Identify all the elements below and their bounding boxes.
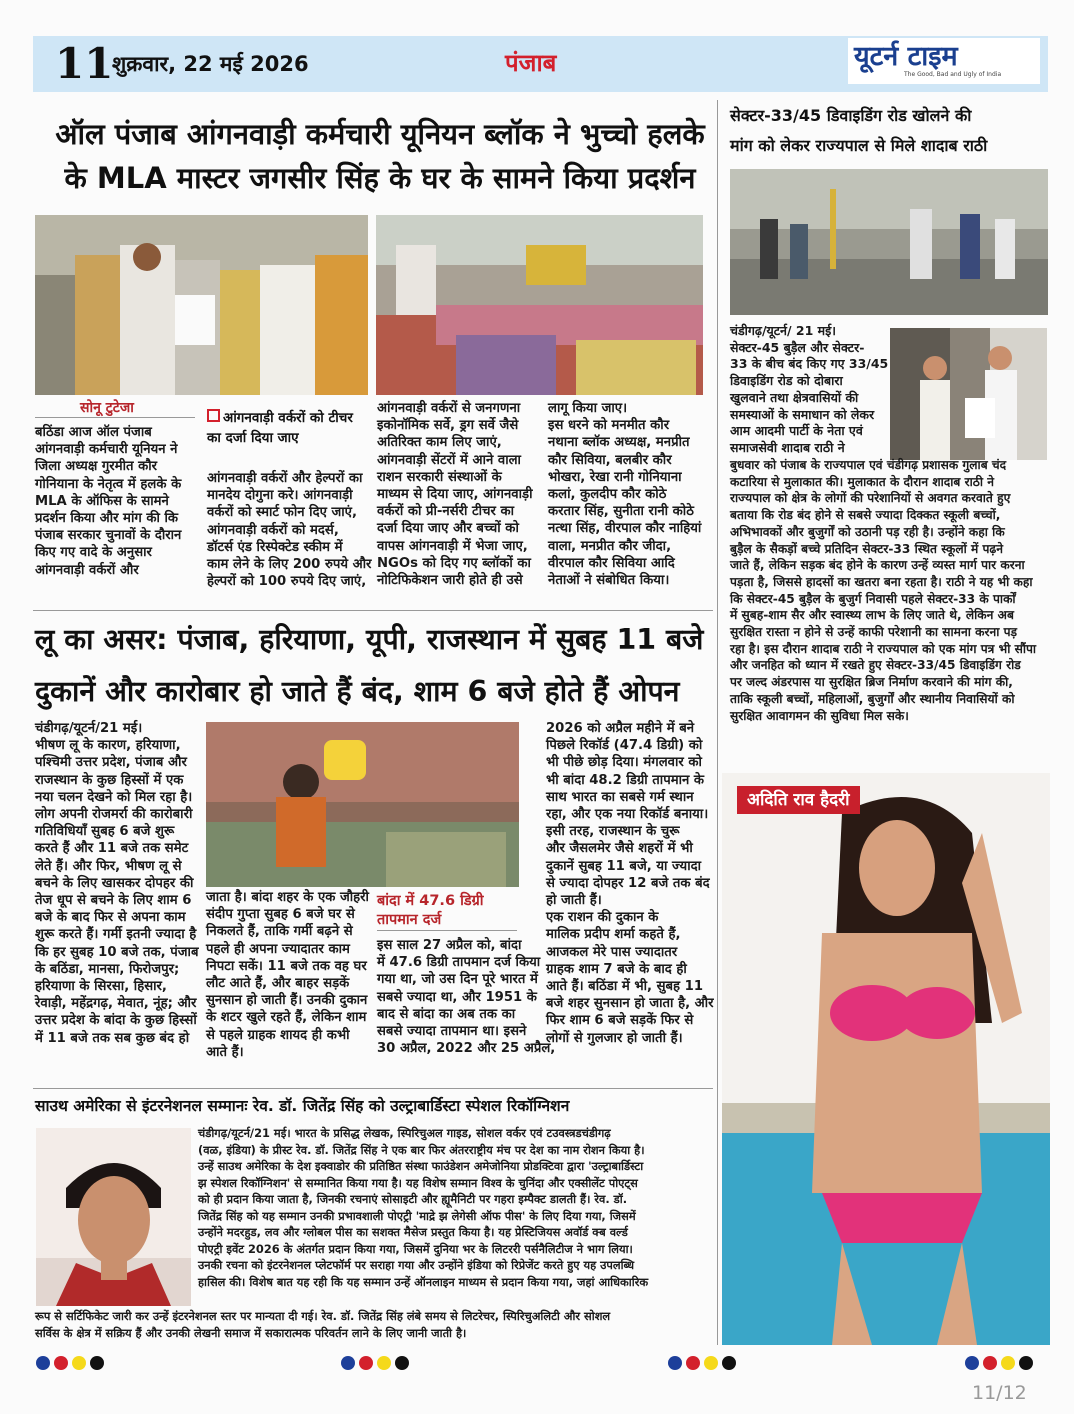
text-line: जितेंद्र सिंह को यह सम्मान उनकी प्रभावशाली पोएट्री 'माद्रे झ लेगेसी ऑफ पीस' के लिए दिया गया, जिसमें: [198, 1208, 636, 1223]
text-line: करते हैं और 11 बजे तक समेट: [35, 841, 189, 857]
story3-headline-line1: लू का असर: पंजाब, हरियाणा, यूपी, राजस्थान में सुबह 11 बजे: [35, 623, 704, 656]
text-line: रेवाड़ी, महेंद्रगढ़, मेवात, नूंह; और: [35, 996, 197, 1012]
story3-column-1: [35, 720, 199, 1047]
text-line: पंजाब सरकार चुनावों के दौरान: [35, 528, 182, 544]
text-line: जिला अध्यक्ष गुरमीत कौर: [35, 459, 158, 475]
text-line: पड़ता है, जिससे हादसों का खतरा बना रहता है। राठी ने यह भी कहा: [730, 574, 1033, 589]
text-line: में सुबह-शाम सैर और स्वास्थ्य लाभ के लिए जाते थे, लेकिन अब: [730, 608, 1014, 623]
text-line: ग्राहक शाम 7 बजे के बाद ही: [546, 961, 687, 977]
text-line: आंगनवाड़ी कर्मचारी यूनियन ने: [35, 442, 178, 458]
text-line: डिवाइडिंग रोड को दोबारा: [730, 373, 843, 389]
section-title: पंजाब: [505, 49, 557, 77]
text-line: उन्हें साउथ अमेरिका के देश इक्वाडोर की प्रतिष्ठित संस्था फाउंडेशन अमेजोनिया प्रोडक्टिवा द्वारा 'उल्ट्राबार्डिस्टा: [198, 1159, 644, 1173]
story4-side-text: [198, 1125, 713, 1290]
color-dots-4: [965, 1356, 1033, 1370]
text-line: पर जल्द अंडरपास या सुरक्षित ब्रिज निर्माण करवाने की मांग की,: [730, 675, 1013, 690]
text-line: ताकि स्कूली बच्चों, महिलाओं, बुजुर्गों और स्थानीय निवासियों को: [730, 691, 1015, 706]
text-line: आते हैं। बठिंडा में भी, सुबह 11: [546, 979, 704, 995]
text-line: लोगों से गुलजार हो जाती हैं।: [546, 1030, 683, 1046]
text-line: बजे शहर सुनसान हो जाता है, और: [546, 996, 714, 1012]
text-line: करतार सिंह, सुनीता रानी कोठे: [548, 504, 694, 520]
red-dot: [359, 1356, 373, 1370]
protest-photo-left: [35, 215, 368, 395]
story1-subhead-text: आंगनवाड़ी वर्करों को टीचर का दर्जा दिया जाए: [207, 410, 353, 446]
text-line: गया था, जो उस दिन पूरे भारत में: [377, 972, 538, 988]
text-line: लोग अपनी रोजमर्रा की कारोबारी: [35, 807, 193, 823]
black-dot: [1019, 1356, 1033, 1370]
text-line: डॉटर्स एंड रिस्पेक्टेड स्कीम में: [207, 539, 343, 555]
text-line: रहा, और एक नया रिकॉर्ड बनाया।: [546, 807, 709, 823]
text-line: राज्यपाल को क्षेत्र के लोगों की परेशानियों से अवगत करवाते हुए: [730, 491, 1011, 506]
blue-dot: [965, 1356, 979, 1370]
text-line: बठिंडा आज ऑल पंजाब: [35, 425, 152, 440]
text-line: आंगनवाड़ी वर्करों और: [35, 562, 139, 578]
text-line: उनकी रचना को इंटरनेशनल प्लेटफॉर्म पर सराहा गया और उन्होंने इंडिया को रिप्रेजेंट करते हुए यह उपलब्धि: [198, 1258, 635, 1272]
red-dot: [54, 1356, 68, 1370]
story3-headline: [35, 614, 715, 718]
text-line: उन्होंने मदरहुड, लव और ग्लोबल पीस का सशक्त मैसेज प्रस्तुत किया है। यह प्रेस्टिजियस अवॉर्ड क्ब वर्ल्ड: [198, 1225, 628, 1239]
text-line: 33 के बीच बंद किए गए 33/45: [730, 356, 889, 372]
byline-rule: [35, 417, 195, 418]
text-line: रूप से सर्टिफिकेट जारी कर उन्हें इंटरनेशनल स्तर पर मान्यता दी गई। रेव. डॉ. जितेंद्र सिंह लंबे समय से लिटरेचर, स्पिरिचुअलिटी और सोशल: [35, 1309, 611, 1323]
text-line: इस साल 27 अप्रैल को, बांदा: [377, 938, 522, 953]
text-line: (वळ, इंडिया) के प्रीस्ट रेव. डॉ. जितेंद्र सिंह ने एक बार फिर अंतरराष्ट्रीय मंच पर देश का नाम रोशन किया है।: [198, 1142, 645, 1157]
text-line: भी बांदा 48.2 डिग्री तापमान के: [546, 772, 705, 788]
story1-headline-line1: ऑल पंजाब आंगनवाड़ी कर्मचारी यूनियन ब्लॉक ने भुच्चो हलके: [55, 117, 705, 151]
text-line: पहले ही अपना ज्यादातर काम: [206, 941, 350, 957]
divider: [33, 610, 713, 611]
subhead-rule: [377, 930, 517, 931]
story2-headline-line2: मांग को लेकर राज्यपाल से मिले शादाब राठी: [730, 136, 988, 155]
text-line: चंडीगढ़/यूटर्न/21 मई।: [35, 721, 143, 736]
black-dot: [722, 1356, 736, 1370]
text-line: पश्चिमी उत्तर प्रदेश, पंजाब और: [35, 755, 187, 771]
text-line: नेताओं ने संबोधित किया।: [548, 573, 670, 589]
text-line: और जनहित को ध्यान में रखते हुए सेक्टर-33/45 डिवाइडिंग रोड: [730, 658, 1021, 673]
text-line: माध्यम से दिया जाए, आंगनवाड़ी: [377, 487, 533, 503]
text-line: सबसे ज्यादा था, और 1951 के: [377, 989, 537, 1005]
page-number: 11: [55, 39, 114, 88]
text-line: हो जाती हैं।: [546, 893, 602, 909]
issue-date: शुक्रवार, 22 मई 2026: [112, 52, 309, 76]
page-indicator: 11/12: [972, 1382, 1027, 1404]
story1-subhead: [207, 408, 362, 448]
text-line: लेते हैं। और फिर, भीषण लू से: [35, 858, 182, 874]
text-line: दर्जा दिया जाए और बच्चों को: [377, 521, 519, 537]
text-line: वर्करों को स्मार्ट फोन दिए जाएं,: [207, 505, 357, 521]
text-line: में 11 बजे तक सब कुछ बंद हो: [35, 1030, 190, 1046]
text-line: लौट आते हैं, और बाहर सड़कें: [206, 976, 350, 992]
text-line: से ज्यादा दोपहर 12 बजे तक बंद: [546, 875, 710, 891]
yellow-dot: [704, 1356, 718, 1370]
text-line: भोखरा, रेखा रानी गोनियाना: [548, 469, 682, 485]
story3-column-3: [377, 937, 556, 1057]
text-line: वापस आंगनवाड़ी में भेजा जाए,: [377, 538, 528, 554]
text-line: अभिभावकों और बुजुर्गों को उठानी पड़ रही है। उन्होंने कहा कि: [730, 524, 1005, 539]
masthead-logo: [848, 38, 1040, 84]
text-line: MLA के ऑफिस के सामने: [35, 493, 169, 509]
red-dot: [686, 1356, 700, 1370]
text-line: समाजसेवी शादाब राठी ने: [730, 439, 845, 455]
color-dots-3: [668, 1356, 736, 1370]
text-line: चंडीगढ़/यूटर्न/21 मई। भारत के प्रसिद्ध लेखक, स्पिरिचुअल गाइड, सोशल वर्कर एवं टउवस्त्रडचंडीगढ़: [198, 1126, 611, 1140]
blue-dot: [36, 1356, 50, 1370]
text-line: बुधवार को पंजाब के राज्यपाल एवं चंडीगढ़ प्रशासक गुलाब चंद: [730, 458, 1007, 472]
text-line: वर्करों को प्री-नर्सरी टीचर का: [377, 504, 514, 520]
text-line: वाला, मनप्रीत कौर जीदा,: [548, 538, 672, 554]
text-line: हरियाणा के सिरसा, हिसार,: [35, 979, 167, 995]
text-line: हासिल की। विशेष बात यह रही कि यह सम्मान उन्हें ऑनलाइन माध्यम से प्रदान किया गया, जहां आधिकारिक: [198, 1274, 649, 1289]
road-protest-photo: [730, 169, 1048, 315]
text-line: और जैसलमेर जैसे शहरों में भी: [546, 841, 693, 857]
text-line: प्रदर्शन किया और मांग की कि: [35, 511, 179, 527]
text-line: के शटर खुले रहते हैं, लेकिन शाम: [206, 1010, 367, 1026]
text-line: को ही प्रदान किया जाता है, जिनकी रचनाएं सोसाइटी और ह्यूमैनिटी पर गहरा इम्पैक्ट डालती हैं। रेव. डॉ.: [198, 1192, 628, 1206]
text-line: राजस्थान के कुछ हिस्सों में एक: [35, 772, 184, 788]
story1-byline: सोनू टुटेजा: [80, 400, 134, 416]
text-line: नत्था सिंह, वीरपाल कौर नाहियां: [548, 521, 702, 537]
yellow-dot: [377, 1356, 391, 1370]
red-dot: [983, 1356, 997, 1370]
text-line: चंडीगढ़/यूटर्न/ 21 मई।: [730, 323, 837, 338]
text-line: कटारिया से मुलाकात की। मुलाकात के दौरान शादाब राठी ने: [730, 474, 994, 489]
blue-dot: [341, 1356, 355, 1370]
text-line: NGOs को दिए गए ब्लॉकों का: [377, 555, 531, 571]
story3-subhead: बांदा में 47.6 डिग्री तापमान दर्ज: [377, 893, 484, 928]
text-line: मालिक प्रदीप शर्मा कहते हैं,: [546, 927, 681, 943]
text-line: निकलते हैं, ताकि गर्मी बढ़ने से: [206, 924, 353, 940]
text-line: झ स्पेशल रिकॉग्निशन' से सम्मानित किया गया है। यह विशेष सम्मान विश्व के चुनिंदा और एक्सीलेंट पोएट्स: [198, 1175, 638, 1190]
text-line: आंगनवाड़ी वर्करों से जनगणना: [377, 401, 521, 416]
shadab-rathi-photo: [890, 328, 1047, 460]
text-line: सुरक्षित आवागमन की सुविधा मिल सके।: [730, 708, 909, 723]
text-line: फिर शाम 6 बजे सड़कें फिर से: [546, 1013, 694, 1029]
text-line: समस्याओं के समाधान को लेकर: [730, 406, 875, 422]
text-line: गोनियाना के नेतृत्व में हलके के: [35, 476, 182, 492]
text-line: सर्विस के क्षेत्र में सक्रिय हैं और उनकी लेखनी समाज में सकारात्मक परिवर्तन लाने के लिए जानी जाती है।: [35, 1325, 467, 1340]
divider: [33, 1088, 713, 1089]
text-line: सेक्टर-45 बुड़ैल और सेक्टर-: [730, 339, 865, 355]
text-line: कलां, कुलदीप कौर कोठे: [548, 487, 667, 503]
text-line: दुकानें सुबह 11 बजे, या ज्यादा: [546, 858, 702, 874]
story1-headline: [50, 112, 710, 200]
black-dot: [90, 1356, 104, 1370]
story3-column-4: [546, 720, 714, 1047]
text-line: इस धरने को मनमीत कौर: [548, 418, 670, 434]
text-line: बाद से बांदा का अब तक का: [377, 1006, 516, 1022]
text-line: सुनसान हो जाती हैं। उनकी दुकान: [206, 993, 368, 1009]
text-line: एक राशन की दुकान के: [546, 910, 659, 926]
logo-tagline: The Good, Bad and Ugly of India: [904, 71, 1002, 78]
text-line: वीरपाल कौर सिविया आदि: [548, 555, 675, 571]
text-line: 30 अप्रैल, 2022 और 25 अप्रैल,: [377, 1041, 556, 1057]
text-line: सबसे ज्यादा तापमान था। इसने: [377, 1024, 527, 1040]
story1-column-4: [548, 400, 703, 589]
jitender-singh-photo: [36, 1128, 191, 1306]
text-line: में 47.6 डिग्री तापमान दर्ज किया: [377, 955, 541, 971]
text-line: उत्तर प्रदेश के बांदा के कुछ हिस्सों: [35, 1013, 197, 1029]
color-dots-2: [341, 1356, 409, 1370]
text-line: से पहले ग्राहक शायद ही कभी: [206, 1027, 350, 1043]
text-line: 2026 को अप्रैल महीने में बने: [546, 721, 695, 736]
story2-headline: [730, 101, 1048, 161]
text-line: इसी तरह, राजस्थान के चुरू: [546, 824, 680, 840]
logo-word-1: यूटर्न: [854, 41, 899, 72]
text-line: राशन सरकारी संस्थाओं के: [377, 469, 502, 485]
text-line: आंगनवाड़ी वर्करों और हेल्परों का: [207, 471, 363, 486]
story1-column-2: [207, 470, 372, 590]
text-line: जाते हैं, लेकिन सड़क बंद होने के कारण उन्हें व्यस्त मार्ग पार करना: [730, 558, 1025, 573]
text-line: इकोनॉमिक सर्वे, ड्रग सर्वे जैसे: [377, 418, 519, 434]
text-line: कि हर सुबह 10 बजे तक, पंजाब: [35, 944, 199, 960]
story4-headline: साउथ अमेरिका से इंटरनेशनल सम्मानः रेव. डॉ. जितेंद्र सिंह को उल्ट्राबार्डिस्टा स्पेशल रिकॉग्निशन: [35, 1097, 570, 1115]
blue-dot: [668, 1356, 682, 1370]
text-line: हेल्परों को 100 रुपये दिए जाएं,: [207, 574, 367, 590]
text-line: कि सेक्टर-45 बुड़ैल के बुजुर्ग निवासी पहले सेक्टर-33 के पार्कों: [730, 591, 1016, 606]
text-line: पिछले रिकॉर्ड (47.4 डिग्री) को: [546, 738, 703, 754]
yellow-dot: [72, 1356, 86, 1370]
text-line: भी पीछे छोड़ दिया। मंगलवार को: [546, 755, 702, 771]
story3-column-2: [206, 889, 369, 1061]
text-line: खुलवाने तथा क्षेत्रवासियों की: [730, 389, 859, 405]
yellow-dot: [1001, 1356, 1015, 1370]
story2-long-text: [730, 457, 1048, 724]
heatwave-photo: [206, 722, 519, 887]
text-line: कौर सिविया, बलबीर कौर: [548, 452, 672, 468]
aditi-rao-hydari-photo: [722, 773, 1050, 1345]
text-line: नोटिफिकेशन जारी होते ही उसे: [377, 573, 523, 589]
text-line: निपटा सकें। 11 बजे तक वह घर: [206, 958, 367, 974]
text-line: मानदेय दोगुना करे। आंगनवाड़ी: [207, 488, 353, 504]
text-line: नथाना ब्लॉक अध्यक्ष, मनप्रीत: [548, 435, 690, 451]
text-line: के बठिंडा, मानसा, फिरोजपुर;: [35, 961, 180, 977]
story1-column-1: [35, 424, 195, 579]
text-line: अतिरिक्त काम लिए जाएं,: [377, 435, 502, 451]
logo-word-2: टाइम: [907, 41, 958, 72]
black-dot: [395, 1356, 409, 1370]
color-dots-1: [36, 1356, 104, 1370]
text-line: जाता है। बांदा शहर के एक जौहरी: [206, 890, 369, 905]
story3-headline-line2: दुकानें और कारोबार हो जाते हैं बंद, शाम 6 बजे होते हैं ओपन: [35, 675, 680, 708]
protest-photo-right: [376, 215, 703, 395]
text-line: शुरू करते हैं। गर्मी इतनी ज्यादा है: [35, 927, 197, 943]
text-line: लागू किया जाए।: [548, 401, 628, 416]
text-line: साथ भारत का सबसे गर्म स्थान: [546, 789, 694, 805]
text-line: बजे के बाद फिर से अपना काम: [35, 910, 186, 926]
text-line: पोएट्री इवेंट 2026 के अंतर्गत प्रदान किया गया, जिसमें दुनिया भर के लिटररी पर्सनैलिटीज ने भाग लिया।: [198, 1241, 633, 1256]
text-line: गतिविधियाँ सुबह 6 बजे शुरू: [35, 824, 175, 840]
story4-full-text: [35, 1308, 715, 1341]
story1-column-3: [377, 400, 532, 589]
text-line: बचने के लिए खासकर दोपहर की: [35, 875, 194, 891]
text-line: काम लेने के लिए 200 रुपये और: [207, 557, 372, 573]
text-line: आंगनवाड़ी सेंटरों में आने वाला: [377, 452, 521, 468]
story2-short-text: [730, 323, 889, 457]
text-line: आजकल मेरे पास ज्यादातर: [546, 944, 678, 960]
text-line: बुड़ैल के सैकड़ों बच्चे प्रतिदिन सेक्टर-33 स्थित स्कूलों में पढ़ने: [730, 541, 1004, 556]
text-line: आंगनवाड़ी वर्करों को मदर्स,: [207, 522, 339, 538]
text-line: रहा है। इस दौरान शादाब राठी ने राज्यपाल को एक मांग पत्र भी सौंपा: [730, 641, 1037, 656]
square-bullet-icon: [207, 409, 220, 422]
text-line: भीषण लू के कारण, हरियाणा,: [35, 738, 181, 754]
text-line: तेज धूप से बचने के लिए शाम 6: [35, 893, 192, 909]
text-line: सुरक्षित रास्ता न होने से उन्हें काफी परेशानी का सामना करना पड़: [730, 625, 1018, 640]
story2-headline-line1: सेक्टर-33/45 डिवाइडिंग रोड खोलने की: [730, 106, 972, 125]
text-line: किए गए वादे के अनुसार: [35, 545, 152, 561]
column-rule: [717, 100, 718, 1345]
text-line: बताया कि रोड बंद होने से सबसे ज्यादा दिक्कत स्कूली बच्चों,: [730, 508, 1001, 523]
feature-name-tag: अदिति राव हैदरी: [737, 786, 860, 814]
text-line: नया चलन देखने को मिल रहा है।: [35, 789, 193, 805]
text-line: आम आदमी पार्टी के नेता एवं: [730, 423, 863, 439]
story1-headline-line2: के MLA मास्टर जगसीर सिंह के घर के सामने किया प्रदर्शन: [64, 161, 696, 195]
text-line: संदीप गुप्ता सुबह 6 बजे घर से: [206, 907, 355, 923]
text-line: आते हैं।: [206, 1044, 244, 1060]
